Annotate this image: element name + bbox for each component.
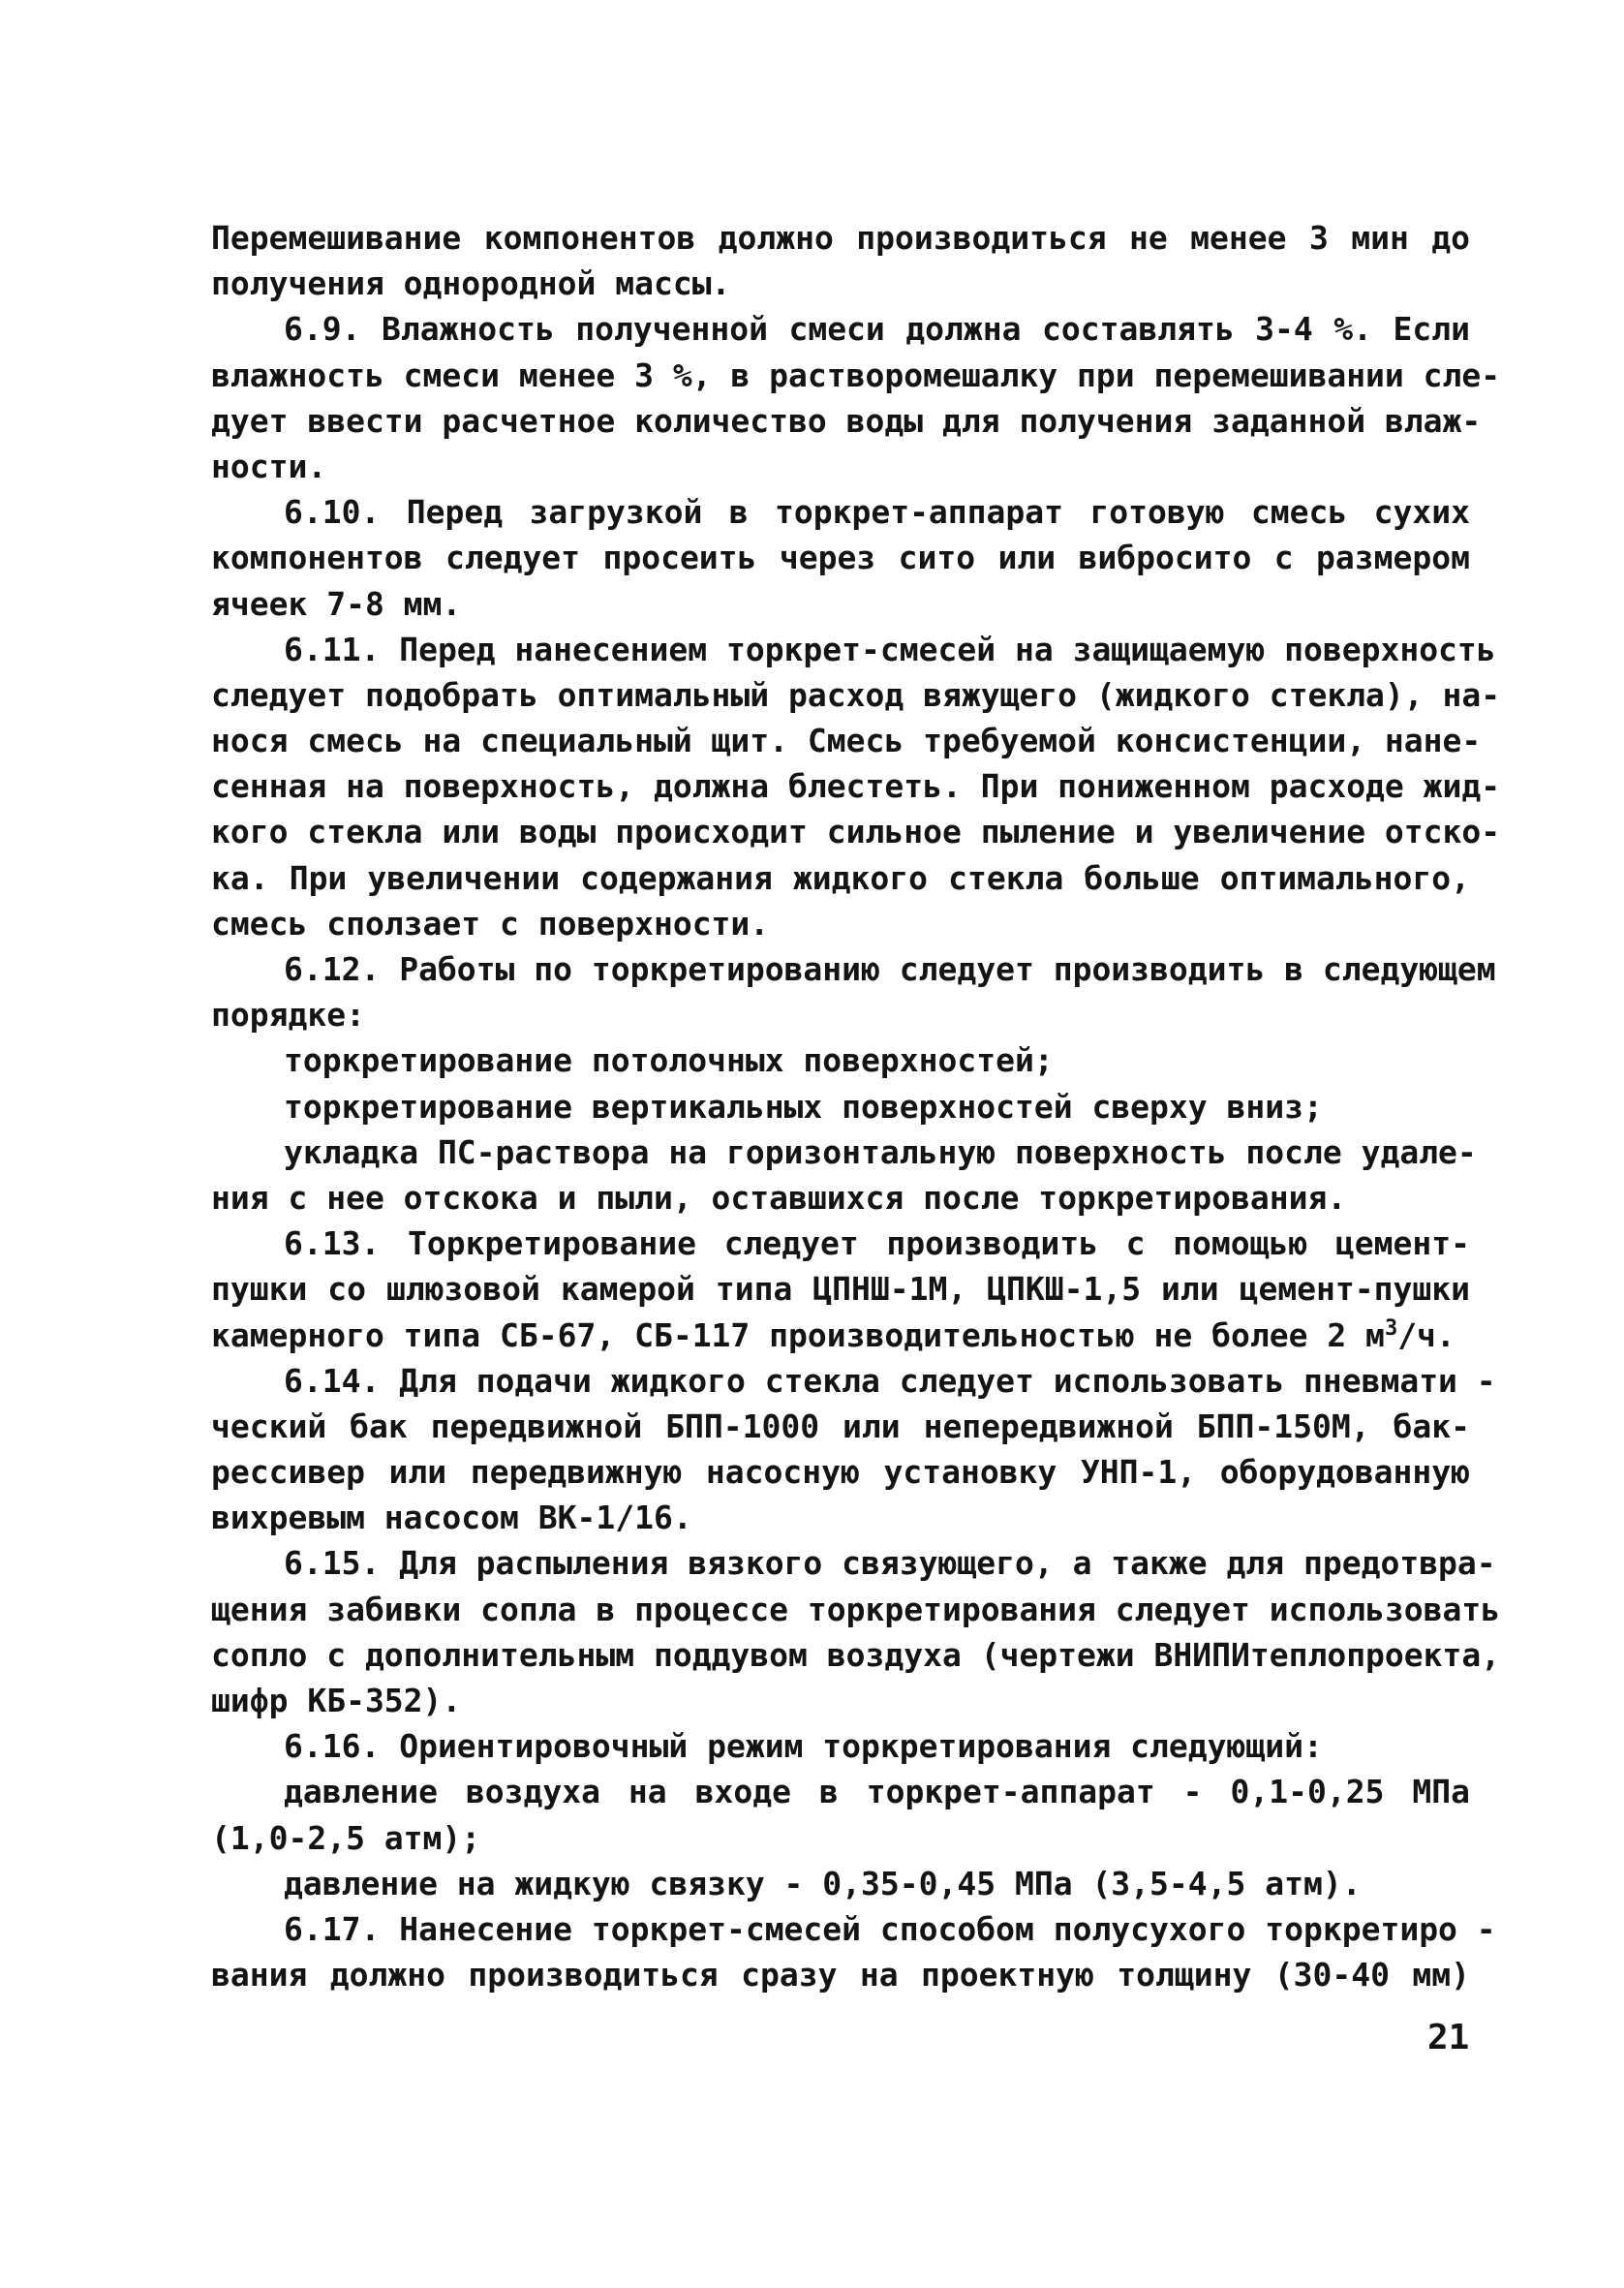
text-line: ности. xyxy=(211,447,327,485)
paragraph-6-13: 6.13. Торкретирование следует производить с помощью цемент- xyxy=(284,1224,1470,1263)
list-item: торкретирование вертикальных поверхностей сверху вниз; xyxy=(284,1087,1323,1126)
list-item: давление на жидкую связку - 0,35-0,45 МПа (3,5-4,5 атм). xyxy=(284,1864,1362,1902)
text-line: дует ввести расчетное количество воды для получения заданной влаж- xyxy=(211,401,1482,440)
text-line: получения однородной массы. xyxy=(211,264,731,303)
text-line: пушки со шлюзовой камерой типа ЦПНШ-1М, ЦПКШ-1,5 или цемент-пушки xyxy=(211,1270,1470,1309)
text-line: вихревым насосом ВК-1/16. xyxy=(211,1499,692,1537)
text-line: ячеек 7-8 мм. xyxy=(211,584,462,623)
text-line: нося смесь на специальный щит. Смесь требуемой консистенции, нане- xyxy=(211,722,1482,760)
text-line: (1,0-2,5 атм); xyxy=(211,1818,481,1857)
text-line: порядке: xyxy=(211,996,365,1035)
text-line: смесь сползает с поверхности. xyxy=(211,904,770,943)
text-line: влажность смеси менее 3 %, в растворомешалку при перемешивании сле- xyxy=(211,356,1501,394)
text-line: компонентов следует просеить через сито или вибросито с размером xyxy=(211,539,1470,577)
unit-suffix: /ч. xyxy=(1397,1315,1455,1354)
text-line: Перемешивание компонентов должно производиться не менее 3 мин до xyxy=(211,219,1470,257)
paragraph-6-11: 6.11. Перед нанесением торкрет-смесей на защищаемую поверхность xyxy=(284,630,1496,668)
document-body xyxy=(211,215,1501,1997)
paragraph-6-9: 6.9. Влажность полученной смеси должна составлять 3-4 %. Если xyxy=(284,310,1470,349)
text-line-part: камерного типа СБ-67, СБ-117 производительностью не более 2 м xyxy=(211,1315,1385,1354)
text-line: ческий бак передвижной БПП-1000 или непередвижной БПП-150М, бак- xyxy=(211,1407,1470,1445)
text-line: ния с нее отскока и пыли, оставшихся после торкретирования. xyxy=(211,1178,1347,1217)
text-line: рессивер или передвижную насосную установку УНП-1, оборудованную xyxy=(211,1453,1470,1492)
text-line: сопло с дополнительным поддувом воздуха (чертежи ВНИПИтеплопроекта, xyxy=(211,1635,1501,1674)
unit-superscript: 3 xyxy=(1384,1315,1398,1341)
list-item: торкретирование потолочных поверхностей; xyxy=(284,1041,1054,1080)
text-line: ка. При увеличении содержания жидкого стекла больше оптимального, xyxy=(211,858,1470,897)
list-item: давление воздуха на входе в торкрет-аппарат - 0,1-0,25 МПа xyxy=(284,1773,1470,1811)
paragraph-6-15: 6.15. Для распыления вязкого связующего, а также для предотвра- xyxy=(284,1544,1496,1583)
text-line: следует подобрать оптимальный расход вяжущего (жидкого стекла), на- xyxy=(211,675,1501,714)
paragraph-6-12: 6.12. Работы по торкретированию следует производить в следующем xyxy=(284,950,1496,988)
list-item: укладка ПС-раствора на горизонтальную поверхность после удале- xyxy=(284,1132,1477,1171)
page-number: 21 xyxy=(1427,2018,1470,2057)
text-line-with-unit xyxy=(211,1313,1470,1358)
paragraph-6-10: 6.10. Перед загрузкой в торкрет-аппарат готовую смесь сухих xyxy=(284,493,1470,532)
paragraph-6-16: 6.16. Ориентировочный режим торкретирования следующий: xyxy=(284,1727,1323,1766)
text-line: щения забивки сопла в процессе торкретирования следует использовать xyxy=(211,1590,1501,1628)
text-line: вания должно производиться сразу на проектную толщину (30-40 мм) xyxy=(211,1956,1470,1994)
text-line: сенная на поверхность, должна блестеть. При пониженном расходе жид- xyxy=(211,767,1501,806)
text-line: шифр КБ-352). xyxy=(211,1682,462,1719)
paragraph-6-17: 6.17. Нанесение торкрет-смесей способом полусухого торкретиро - xyxy=(284,1909,1496,1948)
paragraph-6-14: 6.14. Для подачи жидкого стекла следует использовать пневмати - xyxy=(284,1361,1496,1400)
text-line: кого стекла или воды происходит сильное пыление и увеличение отско- xyxy=(211,813,1501,851)
